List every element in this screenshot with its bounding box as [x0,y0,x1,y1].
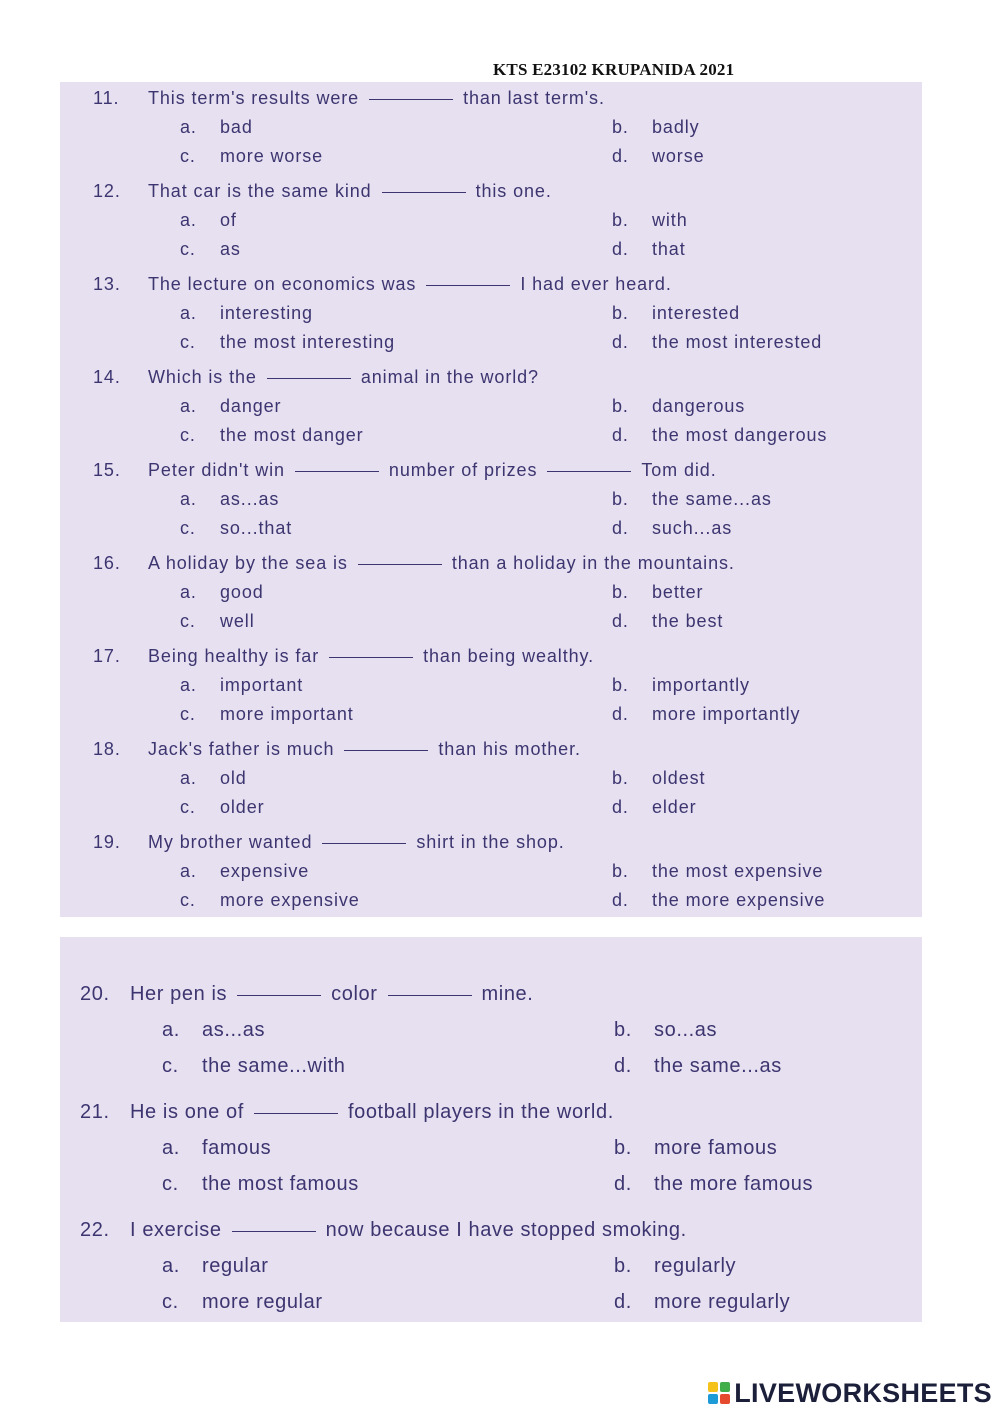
answer-option[interactable] [614,1019,717,1042]
option-text: more expensive [220,890,360,910]
option-text: dangerous [652,396,746,416]
option-letter: c. [162,1055,179,1077]
answer-blank[interactable] [295,470,379,472]
question-text: football players in the world. [347,1101,614,1123]
question-text: Her pen is [130,983,228,1005]
answer-option[interactable] [180,518,292,539]
answer-option[interactable] [612,611,723,632]
question-text: A holiday by the sea is [148,553,348,573]
answer-option[interactable] [612,861,823,882]
option-letter: d. [614,1291,632,1313]
answer-option[interactable] [180,210,237,231]
question-text: color [331,983,378,1005]
option-letter: b. [612,117,629,137]
answer-option[interactable] [180,146,323,167]
option-text: the most expensive [652,861,824,881]
option-letter: a. [180,210,197,230]
option-text: good [220,582,264,602]
answer-option[interactable] [180,582,264,603]
answer-blank[interactable] [344,749,428,751]
question-line [93,646,594,667]
option-text: bad [220,117,253,137]
answer-option[interactable] [612,768,705,789]
option-letter: a. [180,768,197,788]
option-text: the same...as [654,1055,782,1077]
option-text: regularly [654,1255,737,1277]
question-text: number of prizes [388,460,538,480]
question-number: 20. [80,983,110,1005]
option-letter: b. [612,303,629,323]
answer-option[interactable] [614,1255,736,1278]
option-letter: a. [180,303,197,323]
question-text: than last term's. [463,88,605,108]
question-text: shirt in the shop. [416,832,565,852]
option-letter: d. [612,890,629,910]
option-text: worse [652,146,705,166]
option-letter: a. [162,1137,180,1159]
liveworksheets-logo-icon [708,1382,730,1404]
option-text: interesting [220,303,313,323]
option-text: danger [220,396,282,416]
question-number: 14. [93,367,121,387]
option-letter: a. [180,117,197,137]
question-panel-1 [60,82,922,917]
option-letter: a. [180,396,197,416]
answer-option[interactable] [162,1055,346,1078]
option-text: more worse [220,146,324,166]
option-text: oldest [652,768,706,788]
question-number: 17. [93,646,121,666]
question-text: That car is the same kind [148,181,372,201]
option-letter: c. [162,1173,179,1195]
option-text: the best [652,611,724,631]
question-number: 21. [80,1101,110,1123]
option-text: as [220,239,241,259]
option-text: with [652,210,688,230]
option-text: expensive [220,861,310,881]
question-panel-2 [60,937,922,1322]
option-letter: d. [612,239,629,259]
option-text: elder [652,797,697,817]
answer-blank[interactable] [369,98,453,100]
option-text: more famous [654,1137,778,1159]
answer-option[interactable] [180,890,360,911]
answer-option[interactable] [612,303,740,324]
option-letter: c. [162,1291,179,1313]
answer-option[interactable] [612,797,697,818]
option-letter: c. [180,239,196,259]
answer-option[interactable] [162,1137,271,1160]
option-text: older [220,797,265,817]
option-text: more importantly [652,704,801,724]
answer-option[interactable] [614,1173,813,1196]
option-letter: b. [612,768,629,788]
question-text: Being healthy is far [148,646,320,666]
option-letter: a. [180,489,197,509]
option-text: the most interesting [220,332,396,352]
answer-option[interactable] [612,210,688,231]
option-letter: d. [612,704,629,724]
question-text: than his mother. [438,739,581,759]
answer-option[interactable] [162,1019,265,1042]
answer-blank[interactable] [329,656,413,658]
answer-option[interactable] [612,704,800,725]
question-number: 15. [93,460,121,480]
question-text: Jack's father is much [148,739,335,759]
option-text: the more famous [654,1173,814,1195]
worksheet-header: KTS E23102 KRUPANIDA 2021 [493,60,735,79]
option-text: more important [220,704,354,724]
option-text: as...as [202,1019,266,1041]
question-line [93,274,672,295]
answer-blank[interactable] [382,191,466,193]
option-text: as...as [220,489,280,509]
option-text: more regular [202,1291,323,1313]
answer-option[interactable] [180,489,279,510]
question-text: Tom did. [641,460,717,480]
option-letter: d. [612,425,629,445]
answer-blank[interactable] [426,284,510,286]
option-letter: d. [612,146,629,166]
answer-option[interactable] [612,425,827,446]
answer-option[interactable] [180,332,395,353]
question-line [93,88,605,109]
question-number: 18. [93,739,121,759]
answer-option[interactable] [180,425,364,446]
option-text: so...that [220,518,293,538]
answer-option[interactable] [612,332,822,353]
question-text: He is one of [130,1101,244,1123]
option-text: so...as [654,1019,718,1041]
option-letter: b. [614,1137,632,1159]
option-letter: b. [614,1019,632,1041]
question-text: than a holiday in the mountains. [451,553,735,573]
question-number: 16. [93,553,121,573]
answer-option[interactable] [162,1291,323,1314]
question-number: 19. [93,832,121,852]
answer-option[interactable] [614,1055,782,1078]
option-text: importantly [652,675,750,695]
option-text: famous [202,1137,272,1159]
question-text: Peter didn't win [148,460,285,480]
question-text: animal in the world? [360,367,539,387]
option-letter: c. [180,425,196,445]
question-text: My brother wanted [148,832,313,852]
option-letter: c. [180,704,196,724]
option-text: well [220,611,255,631]
answer-blank[interactable] [237,994,321,996]
answer-option[interactable] [162,1173,359,1196]
answer-option[interactable] [180,861,309,882]
option-text: the most famous [202,1173,359,1195]
question-text: The lecture on economics was [148,274,417,294]
question-line [93,181,552,202]
option-text: badly [652,117,700,137]
option-text: the most interested [652,332,823,352]
answer-option[interactable] [180,303,313,324]
answer-option[interactable] [614,1291,790,1314]
answer-option[interactable] [180,704,354,725]
liveworksheets-logo[interactable] [708,1377,992,1409]
question-text: than being wealthy. [423,646,594,666]
question-number: 12. [93,181,121,201]
option-text: the most danger [220,425,364,445]
question-text: This term's results were [148,88,360,108]
option-letter: a. [180,675,197,695]
question-line [93,832,565,853]
question-text: mine. [481,983,534,1005]
answer-option[interactable] [612,890,825,911]
answer-option[interactable] [162,1255,268,1278]
answer-option[interactable] [612,239,686,260]
answer-option[interactable] [612,146,705,167]
option-letter: c. [180,332,196,352]
question-text: this one. [475,181,552,201]
question-line [80,983,533,1006]
answer-option[interactable] [612,518,732,539]
option-text: the same...as [652,489,772,509]
answer-option[interactable] [180,396,281,417]
option-letter: b. [612,675,629,695]
option-text: the more expensive [652,890,826,910]
option-letter: d. [612,332,629,352]
answer-option[interactable] [180,239,241,260]
answer-option[interactable] [612,117,700,138]
option-letter: d. [612,611,629,631]
answer-option[interactable] [180,611,255,632]
answer-option[interactable] [612,582,703,603]
option-text: regular [202,1255,269,1277]
question-line [93,460,717,481]
answer-option[interactable] [180,117,253,138]
answer-blank[interactable] [388,994,472,996]
answer-option[interactable] [614,1137,777,1160]
question-text: I had ever heard. [520,274,672,294]
question-number: 11. [93,88,120,108]
answer-blank[interactable] [322,842,406,844]
answer-blank[interactable] [358,563,442,565]
option-text: the most dangerous [652,425,828,445]
option-letter: b. [612,210,629,230]
answer-option[interactable] [612,396,745,417]
answer-option[interactable] [612,489,772,510]
option-text: better [652,582,704,602]
option-text: the same...with [202,1055,346,1077]
answer-option[interactable] [180,768,247,789]
option-letter: b. [612,582,629,602]
option-letter: a. [162,1019,180,1041]
answer-blank[interactable] [254,1112,338,1114]
option-letter: d. [614,1173,632,1195]
option-letter: c. [180,518,196,538]
question-text: I exercise [130,1219,222,1241]
answer-option[interactable] [612,675,750,696]
option-text: that [652,239,686,259]
answer-blank[interactable] [267,377,351,379]
question-line [93,553,735,574]
question-line [93,367,539,388]
question-text: now because I have stopped smoking. [325,1219,687,1241]
option-letter: d. [612,797,629,817]
answer-blank[interactable] [232,1230,316,1232]
option-letter: d. [614,1055,632,1077]
option-text: old [220,768,247,788]
answer-option[interactable] [180,675,303,696]
option-text: of [220,210,237,230]
option-letter: a. [162,1255,180,1277]
option-letter: d. [612,518,629,538]
option-letter: b. [612,861,629,881]
option-text: such...as [652,518,733,538]
question-number: 13. [93,274,121,294]
answer-blank[interactable] [547,470,631,472]
option-letter: a. [180,582,197,602]
question-text: Which is the [148,367,257,387]
option-letter: c. [180,890,196,910]
option-letter: b. [612,489,629,509]
option-letter: c. [180,611,196,631]
question-line [93,739,581,760]
logo-text: LIVEWORKSHEETS [734,1377,992,1408]
answer-option[interactable] [180,797,265,818]
option-letter: c. [180,146,196,166]
option-letter: c. [180,797,196,817]
question-line [80,1101,614,1124]
option-letter: b. [612,396,629,416]
option-letter: b. [614,1255,632,1277]
option-text: more regularly [654,1291,791,1313]
option-text: interested [652,303,741,323]
option-letter: a. [180,861,197,881]
option-text: important [220,675,304,695]
question-line [80,1219,687,1242]
question-number: 22. [80,1219,110,1241]
